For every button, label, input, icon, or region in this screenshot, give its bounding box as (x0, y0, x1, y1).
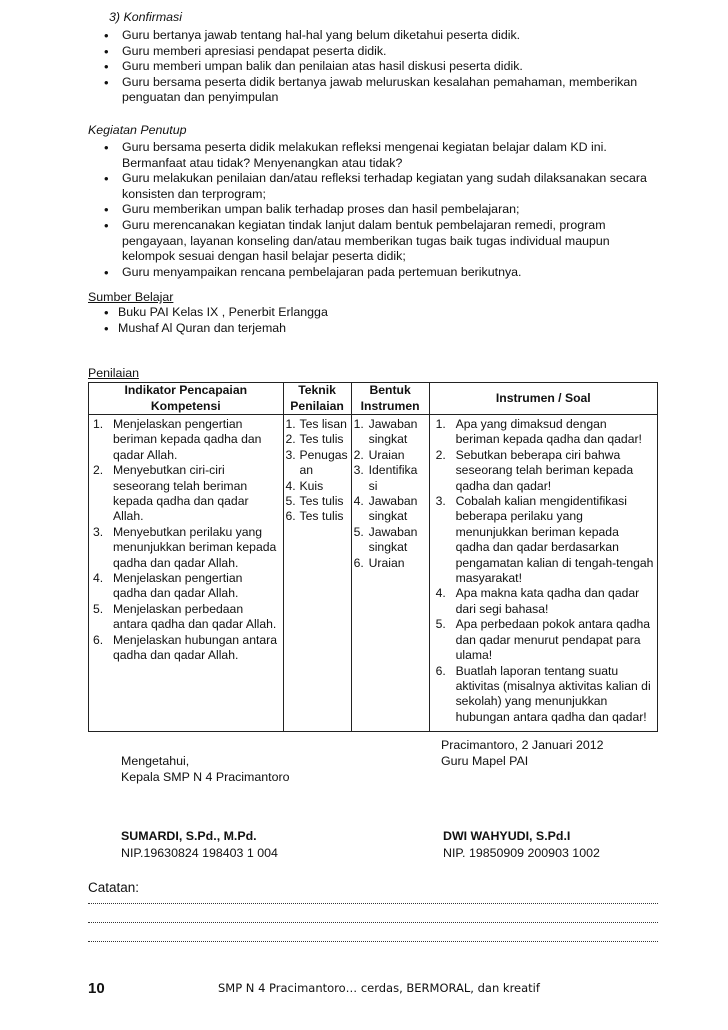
konfirmasi-heading: 3) Konfirmasi (109, 10, 182, 24)
list-item: 1. Apa yang dimaksud dengan beriman kepada qadha dan qadar! (435, 417, 642, 447)
footer-tagline: SMP N 4 Pracimantoro… cerdas, BERMORAL, dan kreatif (218, 981, 540, 995)
list-item: • Guru menyampaikan rencana pembelajaran pada pertemuan berikutnya. (96, 265, 658, 281)
right-signer-nip: NIP. 19850909 200903 1002 (443, 846, 600, 860)
list-item: 2. Uraian (353, 447, 405, 462)
list-item: 5. Jawaban singkat (353, 524, 418, 555)
header-bentuk: Bentuk Instrumen (351, 383, 429, 415)
list-item: 4. Kuis (285, 478, 324, 493)
list-item: 6. Tes tulis (285, 509, 344, 524)
penutup-list (96, 140, 658, 280)
list-item: 4. Apa makna kata qadha dan qadar dari segi bahasa! (435, 586, 640, 616)
list-item: 6. Buatlah laporan tentang suatu aktivitas (misalnya aktivitas kalian di sekolah) yang menunjukkan hubungan antara qadha dan qadar! (435, 663, 651, 724)
list-item: 5. Apa perbedaan pokok antara qadha dan qadar menurut pendapat para ulama! (435, 617, 651, 663)
penutup-heading: Kegiatan Penutup (88, 123, 187, 137)
left-signer-name: SUMARDI, S.Pd., M.Pd. (121, 829, 257, 843)
list-item: 3. Identifika si (353, 463, 418, 493)
header-instrumen: Instrumen / Soal (429, 383, 657, 415)
bentuk-list (354, 417, 426, 571)
list-item: 3. Menyebutkan perilaku yang menunjukkan beriman kepada qadha dan qadar Allah. (93, 524, 277, 570)
soal-list (436, 417, 654, 725)
note-line (88, 903, 658, 904)
list-item: • Guru merencanakan kegiatan tindak lanjut dalam bentuk pembelajaran remedi, program pengayaan, layanan konseling dan/atau memberikan tugas baik tugas individual maupun kelompok sesuai dengan hasil belajar peserta didik; (96, 218, 658, 265)
list-item: • Guru bersama peserta didik melakukan refleksi mengenai kegiatan belajar dalam KD ini. Bermanfaat atau tidak? Menyenangkan atau tidak? (96, 140, 658, 171)
list-item: • Buku PAI Kelas IX , Penerbit Erlangga (96, 305, 496, 321)
header-teknik: Teknik Penilaian (283, 383, 351, 415)
table-header-row (89, 383, 658, 415)
konfirmasi-list (96, 28, 656, 106)
cell-bentuk (351, 415, 429, 732)
list-item: 4. Menjelaskan pengertian qadha dan qadar Allah. (93, 571, 243, 601)
list-item: 4. Jawaban singkat (353, 494, 418, 524)
list-item: 2. Tes tulis (285, 432, 344, 447)
list-item: • Guru memberi apresiasi pendapat peserta didik. (96, 44, 656, 60)
cell-teknik (283, 415, 351, 732)
right-title: Guru Mapel PAI (441, 754, 529, 768)
list-item: 3. Cobalah kalian mengidentifikasi beberapa perilaku yang menunjukkan beriman kepada qadha dan qadar berdasarkan pengamatan kalian di tengah-tengah masyarakat! (435, 494, 654, 586)
list-item: 5. Menjelaskan perbedaan antara qadha dan qadar Allah. (93, 601, 277, 632)
list-item: • Guru bersama peserta didik bertanya jawab meluruskan kesalahan pemahaman, memberikan penguatan dan penyimpulan (96, 75, 656, 106)
list-item: 3. Penugas an (285, 447, 348, 478)
list-item: 2. Sebutkan beberapa ciri bahwa seseorang telah beriman kepada qadha dan qadar! (435, 447, 634, 493)
cell-soal (429, 415, 657, 732)
teknik-list (286, 417, 348, 525)
list-item: 1. Jawaban singkat (353, 417, 418, 447)
list-item: • Guru bertanya jawab tentang hal-hal yang belum diketahui peserta didik. (96, 28, 656, 44)
list-item: 1. Tes lisan (285, 417, 347, 431)
list-item: • Guru melakukan penilaian dan/atau refleksi terhadap kegiatan yang sudah dilaksanakan secara konsisten dan terprogram; (96, 171, 658, 202)
left-title-2: Kepala SMP N 4 Pracimantoro (121, 770, 290, 784)
place-date: Pracimantoro, 2 Januari 2012 (441, 738, 604, 752)
left-signer-nip: NIP.19630824 198403 1 004 (121, 846, 278, 860)
list-item: 5. Tes tulis (285, 494, 344, 509)
penilaian-table (88, 382, 658, 732)
list-item: 6. Menjelaskan hubungan antara qadha dan qadar Allah. (93, 632, 277, 663)
list-item: • Guru memberi umpan balik dan penilaian atas hasil diskusi peserta didik. (96, 59, 656, 75)
list-item: 6. Uraian (353, 555, 405, 570)
note-line (88, 922, 658, 923)
indikator-list (93, 417, 280, 664)
header-indikator: Indikator Pencapaian Kompetensi (89, 383, 284, 415)
list-item: 1. Menjelaskan pengertian beriman kepada qadha dan qadar Allah. (93, 417, 262, 462)
table-row (89, 415, 658, 732)
list-item: • Guru memberikan umpan balik terhadap proses dan hasil pembelajaran; (96, 202, 658, 218)
sumber-list (96, 305, 496, 336)
left-title-1: Mengetahui, (121, 754, 190, 768)
penilaian-heading: Penilaian (88, 366, 139, 380)
right-signer-name: DWI WAHYUDI, S.Pd.I (443, 829, 571, 843)
list-item: 2. Menyebutkan ciri-ciri seseorang telah beriman kepada qadha dan qadar Allah. (93, 463, 249, 524)
note-line (88, 941, 658, 942)
catatan-label: Catatan: (88, 880, 140, 895)
sumber-heading: Sumber Belajar (88, 290, 174, 304)
list-item: • Mushaf Al Quran dan terjemah (96, 321, 496, 337)
page-number: 10 (88, 980, 105, 997)
cell-indikator (89, 415, 284, 732)
